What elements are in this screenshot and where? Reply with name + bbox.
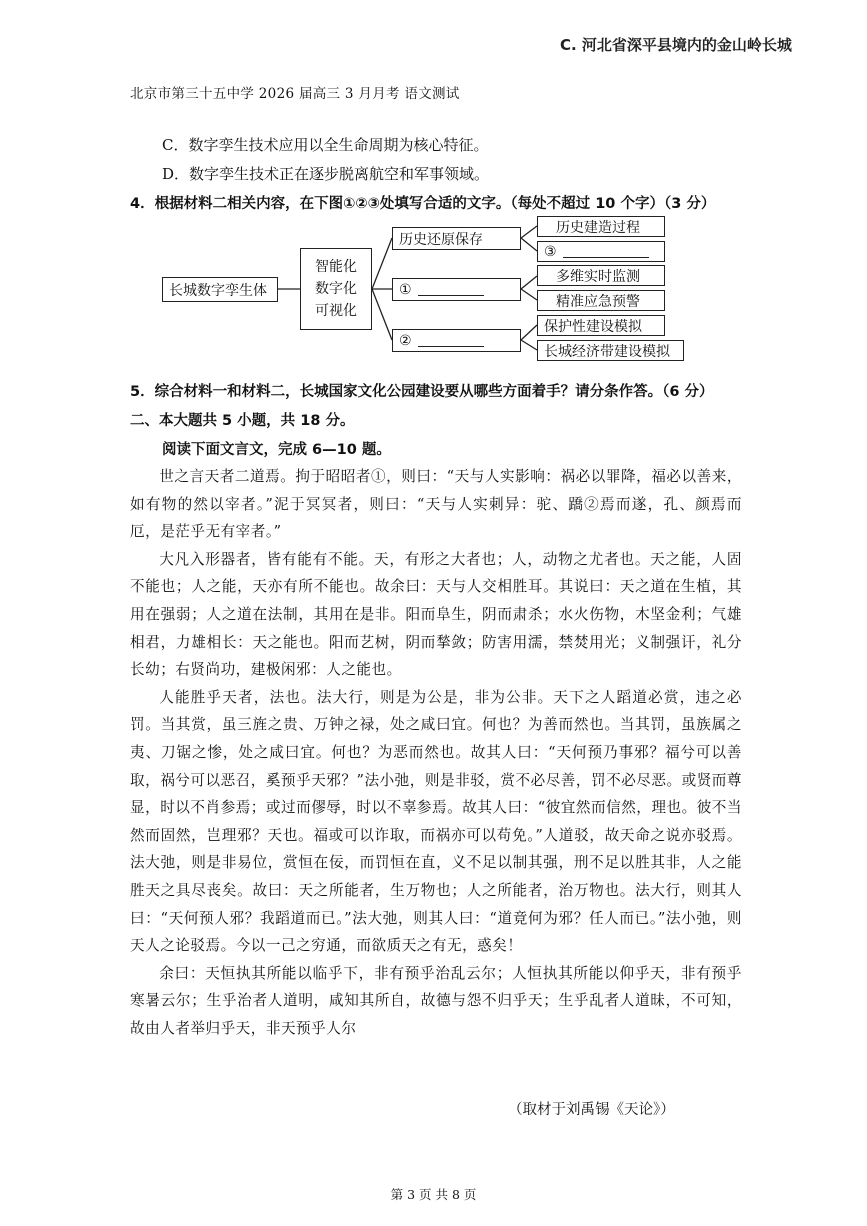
leaf-1-2-blank: ③ — [537, 241, 665, 262]
middle-item-2: 数字化 — [315, 281, 357, 297]
leaf-3-2: 长城经济带建设模拟 — [537, 340, 684, 361]
option-d: D．数字孪生技术正在逐步脱离航空和军事领域。 — [162, 165, 490, 183]
branch-3-blank: ② — [392, 329, 521, 352]
exam-header: 北京市第三十五中学 2026 届高三 3 月月考 语文测试 — [130, 86, 460, 102]
option-c: C．数字孪生技术应用以全生命周期为核心特征。 — [162, 136, 489, 154]
section-2-heading: 二、本大题共 5 小题，共 18 分。 — [130, 413, 355, 429]
passage-paragraph: 世之言天者二道焉。拘于昭昭者①，则曰：“天与人实影响：祸必以罪降，福必以善来，如有物的然以宰者。”泥于冥冥者，则曰：“天与人实刺异：驼、蹻②焉而遂，孔、颜焉而厄，是茫乎无有宰者。” — [130, 468, 742, 541]
leaf-2-2: 精准应急预警 — [537, 290, 665, 311]
leaf-3-1: 保护性建设模拟 — [537, 315, 665, 336]
diagram-root: 长城数字孪生体 — [162, 277, 278, 302]
diagram-connectors — [0, 0, 867, 380]
branch-1: 历史还原保存 — [392, 227, 521, 250]
branch-2-blank: ① — [392, 278, 521, 301]
leaf-2-1: 多维实时监测 — [537, 265, 665, 286]
diagram-middle — [300, 248, 372, 330]
passage-paragraph: 大凡入形器者，皆有能有不能。天，有形之大者也；人，动物之尤者也。天之能，人固不能也；人之能，天亦有所不能也。故余曰：天与人交相胜耳。其说曰：天之道在生植，其用在强弱；人之道在法制，其用在是非。阳而阜生，阴而肃杀；水火伤物，木坚金利；气雄相君，力雄相长：天之能也。阳而艺树，阴而揫敛；防害用濡，禁焚用光；义制强讦，礼分长幼；右贤尚功，建极闲邪：人之能也。 — [130, 550, 742, 679]
page-number: 第 3 页 共 8 页 — [390, 1187, 477, 1202]
classical-passage — [130, 463, 742, 1042]
answer-blank-3 — [563, 245, 649, 258]
answer-blank-2 — [418, 334, 484, 347]
passage-paragraph: 人能胜乎天者，法也。法大行，则是为公是，非为公非。天下之人蹈道必赏，违之必罚。当其赏，虽三旌之贵、万钟之禄，处之咸曰宜。何也？为善而然也。当其罚，虽族属之夷、刀锯之惨，处之咸曰宜。何也？为恶而然也。故其人曰：“天何预乃事邪？福兮可以善取，祸兮可以恶召，奚预乎天邪？”法小弛，则是非驳，赏不必尽善，罚不必尽恶。或贤而尊显，时以不肖参焉；或过而僇辱，时以不辜参焉。故其人曰：“彼宜然而信然，理也。彼不当然而固然，岂理邪？天也。福或可以诈取，而祸亦可以苟免。”人道驳，故天命之说亦驳焉。法大弛，则是非易位，赏恒在佞，而罚恒在直，义不足以制其强，刑不足以胜其非，人之能胜天之具尽丧矣。故曰：天之所能者，生万物也；人之所能者，治万物也。法大行，则其人曰：“天何预人邪？我蹈道而已。”法大弛，则其人曰：“道竟何为邪？任人而已。”法小弛，则天人之论驳焉。今以一己之穷通，而欲质天之有无，惑矣！ — [130, 688, 742, 955]
middle-item-1: 智能化 — [315, 259, 357, 275]
question-5: 5．综合材料一和材料二，长城国家文化公园建设要从哪些方面着手？请分条作答。（6 分） — [130, 384, 714, 400]
answer-blank-1 — [418, 283, 484, 296]
reading-instruction: 阅读下面文言文，完成 6—10 题。 — [162, 442, 391, 458]
passage-source: （取材于刘禹锡《天论》） — [508, 1102, 675, 1118]
middle-item-3: 可视化 — [315, 303, 357, 319]
question-4: 4．根据材料二相关内容，在下图①②③处填写合适的文字。（每处不超过 10 个字）（3 分） — [130, 196, 716, 212]
leaf-1-1: 历史建造过程 — [537, 216, 665, 237]
previous-question-fragment: C. 河北省深平县境内的金山岭长城 — [560, 36, 792, 54]
passage-paragraph: 余曰：天恒执其所能以临乎下，非有预乎治乱云尔；人恒执其所能以仰乎天，非有预乎寒暑云尔；生乎治者人道明，咸知其所自，故德与怨不归乎天；生乎乱者人道昧，不可知，故由人者举归乎天，非天预乎人尔 — [130, 964, 742, 1037]
